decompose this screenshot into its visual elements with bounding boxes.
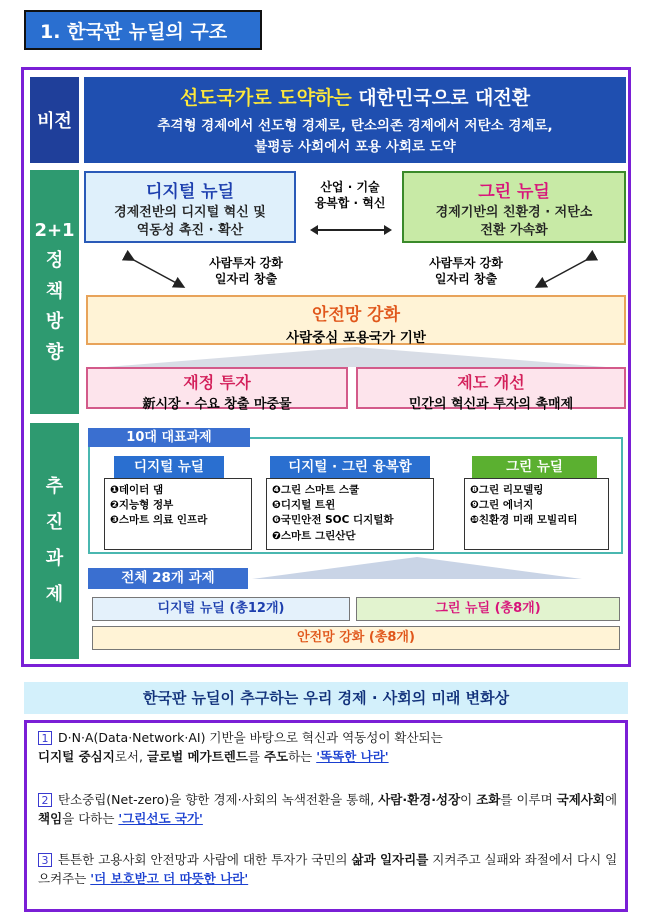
policy-label: 2+1 정 책 방 향	[30, 170, 79, 414]
institution-reform-title: 제도 개선	[457, 373, 525, 392]
future-text: 에	[604, 792, 618, 807]
support-triangle-icon	[86, 345, 626, 369]
page-title: 1. 한국판 뉴딜의 구조	[24, 10, 262, 50]
finance-investment-title: 재정 투자	[183, 373, 251, 392]
task-item: ❶데이터 댐	[110, 484, 164, 496]
vision-box	[84, 77, 626, 163]
task-item: ❷지능형 정부	[110, 499, 174, 512]
future-text: 하는	[288, 749, 317, 765]
future-keyword: '더 보호받고 더 따뜻한 나라'	[90, 871, 249, 887]
finance-investment-sub: 新시장 · 수요 창출 마중물	[142, 397, 292, 412]
institution-reform-sub: 민간의 혁신과 투자의 촉매제	[408, 397, 574, 412]
vision-line3: 불평등 사회에서 포용 사회로 도약	[254, 138, 456, 155]
task-item: ❽그린 리모델링	[470, 484, 544, 496]
future-text: 이	[460, 792, 477, 807]
future-text: 을 다하는	[62, 811, 119, 827]
people-investment-right	[406, 256, 526, 287]
task-item: ❿친환경 미래 모빌리티	[470, 514, 578, 527]
future-text: 로서,	[114, 749, 147, 765]
green-newdeal-title: 그린 뉴딜	[478, 182, 550, 202]
future-text: 튼튼한 고용사회 안전망과 사람에 대한 투자가 국민의	[58, 852, 352, 867]
total-tasks-label: 전체 28개 과제	[88, 568, 248, 589]
future-bold: 글로벌 메가트렌드	[146, 749, 248, 765]
task-item: ❻국민안전 SOC 디지털화	[272, 514, 394, 527]
people-investment-left-line2: 일자리 창출	[214, 271, 278, 286]
safety-net-title: 안전망 강화	[311, 305, 401, 325]
safety-net-sub: 사람중심 포용국가 기반	[286, 330, 426, 346]
vision-headline-b: 대한민국으로 대전환	[358, 87, 531, 109]
vision-headline-a: 선도국가로 도약하는	[179, 87, 359, 109]
future-text: D·N·A(Data·Network·AI) 기반을 바탕으로 혁신과 역동성이 확산되는	[58, 730, 443, 745]
future-bold: 디지털 중심지	[38, 749, 115, 765]
task-group-digital-header: 디지털 뉴딜	[114, 456, 224, 478]
task-group-fusion-header: 디지털 · 그린 융복합	[270, 456, 430, 478]
task-item: ❸스마트 의료 인프라	[110, 514, 208, 527]
future-item-number: 1	[38, 731, 52, 745]
future-bold: 삶과 일자리를	[351, 852, 429, 867]
future-bold: 조화	[476, 792, 501, 807]
task-list-green	[464, 478, 609, 550]
digital-newdeal-title: 디지털 뉴딜	[145, 182, 235, 202]
task-group-green	[464, 459, 609, 550]
future-text: 를	[247, 749, 264, 765]
up-arrow-icon	[252, 553, 582, 581]
task-item: ❾그린 에너지	[470, 499, 534, 512]
total-digital-box: 디지털 뉴딜 (총12개)	[92, 597, 350, 621]
task-group-green-header: 그린 뉴딜	[472, 456, 597, 478]
future-keyword: '그린선도 국가'	[118, 811, 203, 827]
institution-reform-box	[356, 367, 626, 412]
future-text: 지켜주고 실패와 좌절에서 다시 일으켜주는	[38, 852, 618, 887]
green-newdeal-line1: 경제기반의 친환경 · 저탄소	[435, 205, 593, 220]
fusion-caption-line1: 산업 · 기술	[320, 180, 380, 194]
safety-net-box	[86, 295, 626, 345]
task-group-fusion	[266, 459, 434, 550]
future-item-1	[38, 728, 622, 767]
future-bold: 사람·환경·성장	[378, 792, 461, 807]
green-newdeal-line2: 전환 가속화	[480, 222, 548, 238]
future-item-number: 2	[38, 793, 52, 807]
digital-newdeal-box	[84, 171, 296, 243]
task-list-fusion	[266, 478, 434, 550]
people-investment-left	[186, 256, 306, 287]
people-investment-left-line1: 사람투자 강화	[209, 256, 283, 270]
future-item-2	[38, 790, 622, 829]
task-item: ❹그린 스마트 스쿨	[272, 484, 360, 496]
future-bold: 책임	[38, 811, 63, 827]
total-safety-box: 안전망 강화 (총8개)	[92, 626, 620, 650]
future-keyword: '똑똑한 나라'	[316, 749, 389, 765]
vision-label: 비전	[30, 77, 79, 163]
future-item-number: 3	[38, 853, 52, 867]
task-item: ❺디지털 트윈	[272, 499, 336, 512]
fusion-caption	[300, 180, 400, 211]
fusion-caption-line2: 융복합 · 혁신	[314, 195, 386, 210]
tasks-label: 추 진 과 제	[30, 423, 79, 659]
green-newdeal-box	[402, 171, 626, 243]
future-text: 를 이루며	[500, 792, 557, 807]
digital-newdeal-line1: 경제전반의 디지털 혁신 및	[114, 205, 266, 220]
vision-line2: 추격형 경제에서 선도형 경제로, 탄소의존 경제에서 저탄소 경제로,	[157, 118, 553, 134]
future-heading: 한국판 뉴딜이 추구하는 우리 경제 · 사회의 미래 변화상	[24, 682, 628, 714]
double-arrow-icon	[312, 229, 390, 231]
task-item: ❼스마트 그린산단	[272, 529, 356, 542]
task-group-digital	[104, 459, 252, 550]
total-green-box: 그린 뉴딜 (총8개)	[356, 597, 620, 621]
future-text: 탄소중립(Net-zero)을 향한 경제·사회의 녹색전환을 통해,	[58, 792, 379, 807]
people-investment-right-line1: 사람투자 강화	[429, 256, 503, 270]
digital-newdeal-line2: 역동성 촉진 · 확산	[136, 222, 244, 238]
vision-headline	[84, 83, 626, 110]
future-item-3	[38, 850, 622, 889]
people-investment-right-line2: 일자리 창출	[434, 271, 498, 286]
future-bold: 주도	[263, 749, 289, 765]
finance-investment-box	[86, 367, 348, 412]
future-bold: 국제사회	[556, 792, 605, 807]
ten-tasks-label: 10대 대표과제	[88, 428, 250, 447]
task-list-digital	[104, 478, 252, 550]
